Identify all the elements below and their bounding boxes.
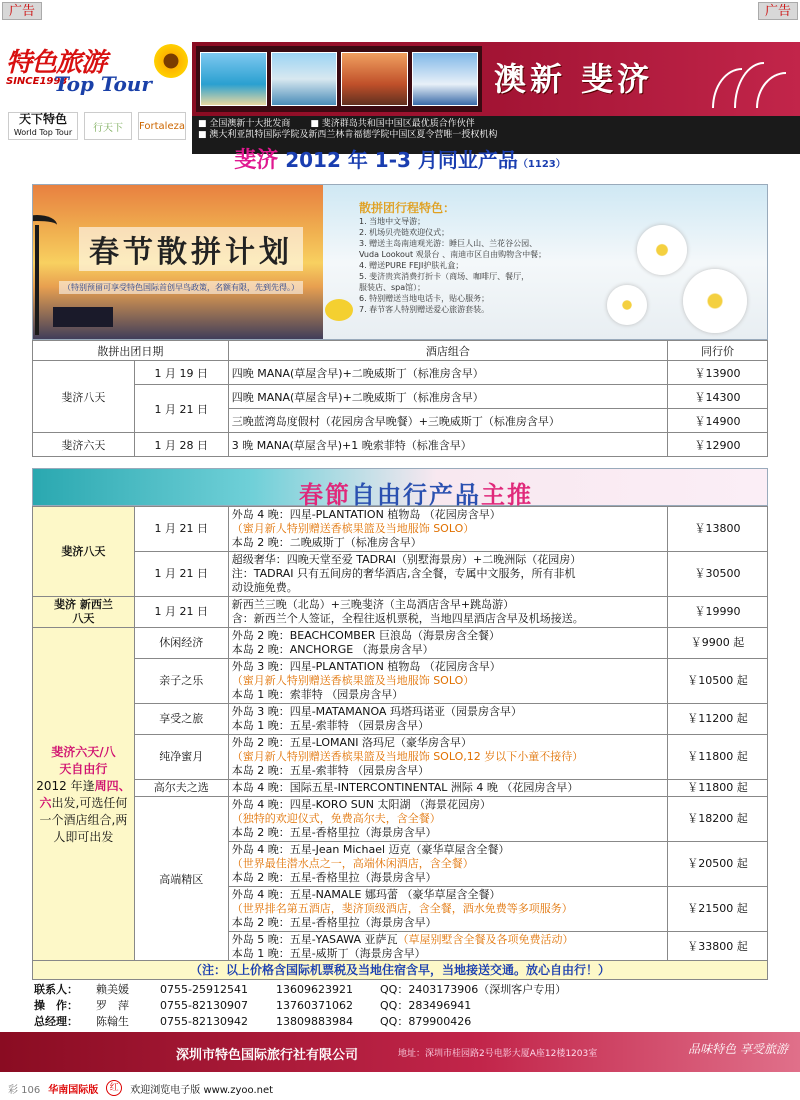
hotel-line: 本岛 2 晚：五星-香格里拉（海景房含早） xyxy=(231,826,437,839)
title-code: （1123） xyxy=(517,159,566,170)
contact-name: 罗 萍 xyxy=(96,999,129,1012)
opera-house-icon xyxy=(706,60,792,108)
feature-line: Vuda Lookout 观景台 、南迪市区自由购物含中餐； xyxy=(359,250,547,259)
category-cell: 纯净蜜月 xyxy=(134,735,228,780)
contact-qq: QQ：283496941 xyxy=(380,999,472,1012)
group-line: 斐济 新西兰 xyxy=(54,598,113,611)
feature-line: 7. 春节客人特别赠送爱心旅游套装。 xyxy=(359,305,490,314)
features-title: 散拼团行程特色： xyxy=(359,201,456,215)
contact-label: 总经理： xyxy=(34,1015,78,1028)
brand1-cn: 天下特色 xyxy=(18,112,67,126)
hotel-cell xyxy=(228,597,667,628)
group-line: 八天 xyxy=(72,612,95,625)
sunflower-icon xyxy=(154,44,188,78)
company-address: 地址：深圳市桂园路2号电影大厦A座12楼1203室 xyxy=(398,1049,598,1059)
contact-name: 赖美媛 xyxy=(96,983,129,996)
category-cell: 高尔夫之选 xyxy=(134,780,228,797)
feature-line: 服装店、spa馆）； xyxy=(359,283,426,292)
title-rest: 2012 年 1-3 月同业产品 xyxy=(278,148,518,172)
hotel-line: 外岛 4 晚：四星-PLANTATION 植物岛 （花园房含早） xyxy=(231,508,501,521)
contact-phone: 0755-82130907 xyxy=(160,999,248,1012)
header xyxy=(0,20,800,142)
date-cell: 1 月 19 日 xyxy=(134,361,228,385)
category-cell: 享受之旅 xyxy=(134,704,228,735)
col-date: 散拼出团日期 xyxy=(33,341,229,361)
hotel-highlight: （蜜月新人特别赠送香槟果篮及当地服饰 SOLO,12 岁以下小童不接待） xyxy=(231,750,584,763)
contact-label: 操 作： xyxy=(34,999,78,1012)
table-row xyxy=(33,361,768,385)
feature-line: 4. 赠送PURE FEJI护肤礼盒； xyxy=(359,261,464,270)
table-row xyxy=(33,797,768,842)
hotel-cell xyxy=(228,552,667,597)
hotel-cell xyxy=(228,735,667,780)
hotel-cell xyxy=(228,842,667,887)
price-cell: ￥13900 xyxy=(668,361,768,385)
group-cell: 斐济八天 xyxy=(33,361,135,433)
table-row xyxy=(33,385,768,409)
hotel-line: 外岛 2 晚：BEACHCOMBER 巨浪岛（海景房含全餐） xyxy=(231,629,500,642)
price-cell: ￥10500 起 xyxy=(668,659,768,704)
contact-label: 联系人： xyxy=(34,983,78,996)
group-cell-free xyxy=(33,628,135,963)
company-name: 深圳市特色国际旅行社有限公司 xyxy=(176,1048,359,1063)
promo-banner xyxy=(32,184,768,340)
hotel-highlight: （世界最佳潜水点之一，高端休闲酒店，含全餐） xyxy=(231,857,474,870)
photo-beach xyxy=(200,52,267,106)
contact-row xyxy=(34,1014,566,1030)
free-travel-table xyxy=(32,506,768,963)
ad-label-left: 广告 xyxy=(2,2,42,20)
hotel-cell: 3 晚 MANA(草屋含早)+1 晚索菲特（标准含早） xyxy=(228,433,667,457)
group-cell: 斐济六天 xyxy=(33,433,135,457)
brand-xingtianxia: 行天下 xyxy=(84,112,132,140)
price-cell: ￥12900 xyxy=(668,433,768,457)
feature-line: 5. 斐济贵宾消费打折卡（商场、咖啡厅、餐厅， xyxy=(359,272,530,281)
photo-filmstrip xyxy=(196,46,482,112)
hotel-line: 本岛 1 晚：五星-威斯丁（海景房含早） xyxy=(231,947,426,960)
title-b: 自由行产品 xyxy=(351,481,481,509)
group-cell: 斐济八天 xyxy=(33,507,135,597)
banner xyxy=(192,42,800,116)
contact-row xyxy=(34,998,566,1014)
title-c: 主推 xyxy=(481,481,533,509)
group-rest: 出发,可选任何一个酒店组合,两人即可出发 xyxy=(39,796,128,844)
hotel-line: 本岛 1 晚：五星-索菲特 （园景房含早） xyxy=(231,719,430,732)
contact-qq: QQ：2403173906（深圳客户专用） xyxy=(380,983,567,996)
category-cell: 高端精区 xyxy=(134,797,228,963)
price-cell: ￥19990 xyxy=(668,597,768,628)
logo-since: SINCE1993 xyxy=(6,76,68,87)
group-year: 2012 年逢 xyxy=(36,779,95,793)
hotel-line: 外岛 4 晚：四星-KORO SUN 太阳湖 （海景花园房） xyxy=(231,798,491,811)
hotel-cell: 三晚蓝湾岛度假村（花园房含早晚餐）+三晚威斯丁（标准房含早） xyxy=(228,409,667,433)
logo-en: Top Tour xyxy=(54,72,152,96)
hotel-line: 外岛 3 晚：四星-MATAMANOA 玛塔玛诺亚（园景房含早） xyxy=(231,705,522,718)
bird-mascot-icon xyxy=(325,299,353,321)
group-tour-table xyxy=(32,340,768,457)
bullet-3: ■ 澳大利亚凯特国际学院及新西兰林肯福德学院中国区夏令营唯一授权机构 xyxy=(198,130,497,141)
hotel-highlight: （独特的欢迎仪式，免费高尔夫，含全餐） xyxy=(231,812,441,825)
hotel-cell xyxy=(228,507,667,552)
table-row xyxy=(33,628,768,659)
table-row xyxy=(33,507,768,552)
hotel-line: 新西兰三晚（北岛）+三晚斐济（主岛酒店含早+跳岛游） xyxy=(231,598,515,611)
hotel-line: 本岛 2 晚：二晚威斯丁（标准房含早） xyxy=(231,536,422,549)
page-number: 彩 106 xyxy=(8,1084,41,1096)
date-cell: 1 月 21 日 xyxy=(134,385,228,433)
hotel-cell xyxy=(228,887,667,932)
frangipani-icon xyxy=(683,269,747,333)
frangipani-icon xyxy=(637,225,687,275)
logo-cn: 特色旅游 xyxy=(6,48,107,78)
price-cell: ￥9900 起 xyxy=(668,628,768,659)
contact-phone: 0755-82130942 xyxy=(160,1015,248,1028)
contact-row xyxy=(34,982,566,998)
brand-fortaleza: Fortaleza xyxy=(138,112,186,140)
contact-mobile: 13809883984 xyxy=(276,1015,353,1028)
website-link[interactable]: 欢迎浏览电子版 www.zyoo.net xyxy=(130,1084,274,1096)
col-hotel: 酒店组合 xyxy=(228,341,667,361)
hotel-line: 本岛 1 晚：索菲特 （园景房含早） xyxy=(231,688,404,701)
hotel-highlight: （草屋别墅含全餐及各项免费活动） xyxy=(397,933,574,946)
category-cell: 休闲经济 xyxy=(134,628,228,659)
photo-pier xyxy=(271,52,338,106)
hotel-line: 外岛 2 晚：五星-LOMANI 洛玛尼（豪华房含早） xyxy=(231,736,473,749)
price-cell: ￥11800 起 xyxy=(668,780,768,797)
hotel-cell: 四晚 MANA(草屋含早)+二晚威斯丁（标准房含早） xyxy=(228,385,667,409)
feature-line: 2. 机场贝壳链欢迎仪式； xyxy=(359,228,450,237)
table-row xyxy=(33,780,768,797)
hotel-line: 本岛 2 晚：五星-香格里拉（海景房含早） xyxy=(231,871,437,884)
hotel-cell: 本岛 4 晚：国际五星-INTERCONTINENTAL 洲际 4 晚 （花园房含早） xyxy=(228,780,667,797)
page-footer xyxy=(0,1076,800,1100)
price-cell: ￥21500 起 xyxy=(668,887,768,932)
photo-uluru xyxy=(341,52,408,106)
price-cell: ￥14300 xyxy=(668,385,768,409)
contact-name: 陈翰生 xyxy=(96,1015,129,1028)
date-cell: 1 月 28 日 xyxy=(134,433,228,457)
logo xyxy=(6,42,186,106)
title-a: 春節 xyxy=(299,481,351,509)
hotel-line: 本岛 2 晚：五星-索菲特 （园景房含早） xyxy=(231,764,430,777)
brand1-en: World Top Tour xyxy=(13,128,73,137)
date-cell: 1 月 21 日 xyxy=(134,507,228,552)
page-title xyxy=(0,142,800,178)
price-cell: ￥11800 起 xyxy=(668,735,768,780)
table-row xyxy=(33,659,768,704)
free-travel-banner xyxy=(32,468,768,509)
hotel-cell xyxy=(228,797,667,842)
price-cell: ￥30500 xyxy=(668,552,768,597)
hotel-cell xyxy=(228,704,667,735)
category-cell: 亲子之乐 xyxy=(134,659,228,704)
hotel-line: 本岛 2 晚：ANCHORGE （海景房含早） xyxy=(231,643,434,656)
hotel-line: 外岛 5 晚：五星-YASAWA 亚萨瓦 xyxy=(231,933,398,946)
group-line: 斐济六天/八 xyxy=(51,745,116,759)
table-row xyxy=(33,597,768,628)
feature-line: 6. 特别赠送当地电话卡，贴心服务； xyxy=(359,294,490,303)
price-cell: ￥33800 起 xyxy=(668,932,768,963)
promo-features xyxy=(359,203,629,315)
date-cell: 1 月 21 日 xyxy=(134,597,228,628)
group-cell xyxy=(33,597,135,628)
footer-slogan: 品味特色 享受旅游 xyxy=(688,1042,788,1056)
hotel-line: 注：TADRAI 只有五间房的奢华酒店,含全餐，专属中文服务，所有非机 xyxy=(231,567,576,580)
promo-note: （特别预留可享受特色国际首创早鸟政策，名额有限，先到先得。） xyxy=(59,281,303,294)
price-cell: ￥13800 xyxy=(668,507,768,552)
hotel-cell xyxy=(228,932,667,963)
hotel-line: 外岛 3 晚：四星-PLANTATION 植物岛 （花园房含早） xyxy=(231,660,501,673)
hotel-line: 外岛 4 晚：五星-NAMALE 娜玛蕾 （豪华草屋含全餐） xyxy=(231,888,501,901)
hotel-highlight: （蜜月新人特别赠送香槟果篮及当地服饰 SOLO） xyxy=(231,674,475,687)
col-price: 同行价 xyxy=(668,341,768,361)
hotel-cell: 四晚 MANA(草屋含早)+二晚威斯丁（标准房含早） xyxy=(228,361,667,385)
free-travel-title xyxy=(299,475,533,510)
contact-phone: 0755-25912541 xyxy=(160,983,248,996)
promo-heading: 春节散拼计划 xyxy=(79,227,303,271)
feature-line: 3. 赠送主岛南迪观光游：睡巨人山、兰花谷公园、 xyxy=(359,239,538,248)
footer-bar xyxy=(0,1032,800,1072)
bullet-2: ■ 斐济群岛共和国中国区最优质合作伙伴 xyxy=(310,119,474,130)
brand-world-top-tour xyxy=(8,112,78,140)
hotel-cell xyxy=(228,659,667,704)
table-row xyxy=(33,704,768,735)
contact-qq: QQ：879900426 xyxy=(380,1015,472,1028)
frangipani-icon xyxy=(607,285,647,325)
hotel-highlight: （世界排名第五酒店，斐济顶级酒店，含全餐，酒水免费等多项服务） xyxy=(231,902,573,915)
date-cell: 1 月 21 日 xyxy=(134,552,228,597)
price-cell: ￥14900 xyxy=(668,409,768,433)
hotel-highlight: （蜜月新人特别赠送香槟果篮及当地服饰 SOLO） xyxy=(231,522,475,535)
hotel-line: 含：新西兰个人签证，全程往返机票税，当地四星酒店含早及机场接送。 xyxy=(231,612,584,625)
red-circle-icon: 红 xyxy=(106,1080,122,1096)
hotel-line: 外岛 4 晚：五星-Jean Michael 迈克（豪华草屋含全餐） xyxy=(231,843,510,856)
ad-label-right: 广告 xyxy=(758,2,798,20)
banner-title: 澳新 斐济 xyxy=(494,60,654,98)
table-row xyxy=(33,433,768,457)
hut-icon xyxy=(53,307,113,327)
palm-leaves-icon xyxy=(32,215,57,235)
bullet-1: ■ 全国澳新十大批发商 xyxy=(198,119,290,130)
edition-name: 华南国际版 xyxy=(48,1084,99,1096)
title-fiji: 斐济 xyxy=(234,148,279,173)
group-line: 天自由行 xyxy=(59,762,108,776)
price-cell: ￥11200 起 xyxy=(668,704,768,735)
price-cell: ￥20500 起 xyxy=(668,842,768,887)
contact-mobile: 13760371062 xyxy=(276,999,353,1012)
hotel-cell xyxy=(228,628,667,659)
table-header-row xyxy=(33,341,768,361)
contact-mobile: 13609623921 xyxy=(276,983,353,996)
price-note: （注：以上价格含国际机票税及当地住宿含早，当地接送交通。放心自由行！） xyxy=(32,960,768,980)
table-row xyxy=(33,735,768,780)
hotel-line: 本岛 2 晚：五星-香格里拉（海景房含早） xyxy=(231,916,437,929)
table-row xyxy=(33,552,768,597)
hotel-line: 动设施免费。 xyxy=(231,581,298,594)
feature-line: 1. 当地中文导游； xyxy=(359,217,426,226)
price-cell: ￥18200 起 xyxy=(668,797,768,842)
contacts xyxy=(34,982,566,1030)
group-days: 周四、六 xyxy=(39,779,131,810)
hotel-line: 超级奢华：四晚天堂至爱 TADRAI（别墅海景房）+二晚洲际（花园房） xyxy=(231,553,582,566)
palm-icon xyxy=(35,225,39,335)
photo-harbour xyxy=(412,52,479,106)
